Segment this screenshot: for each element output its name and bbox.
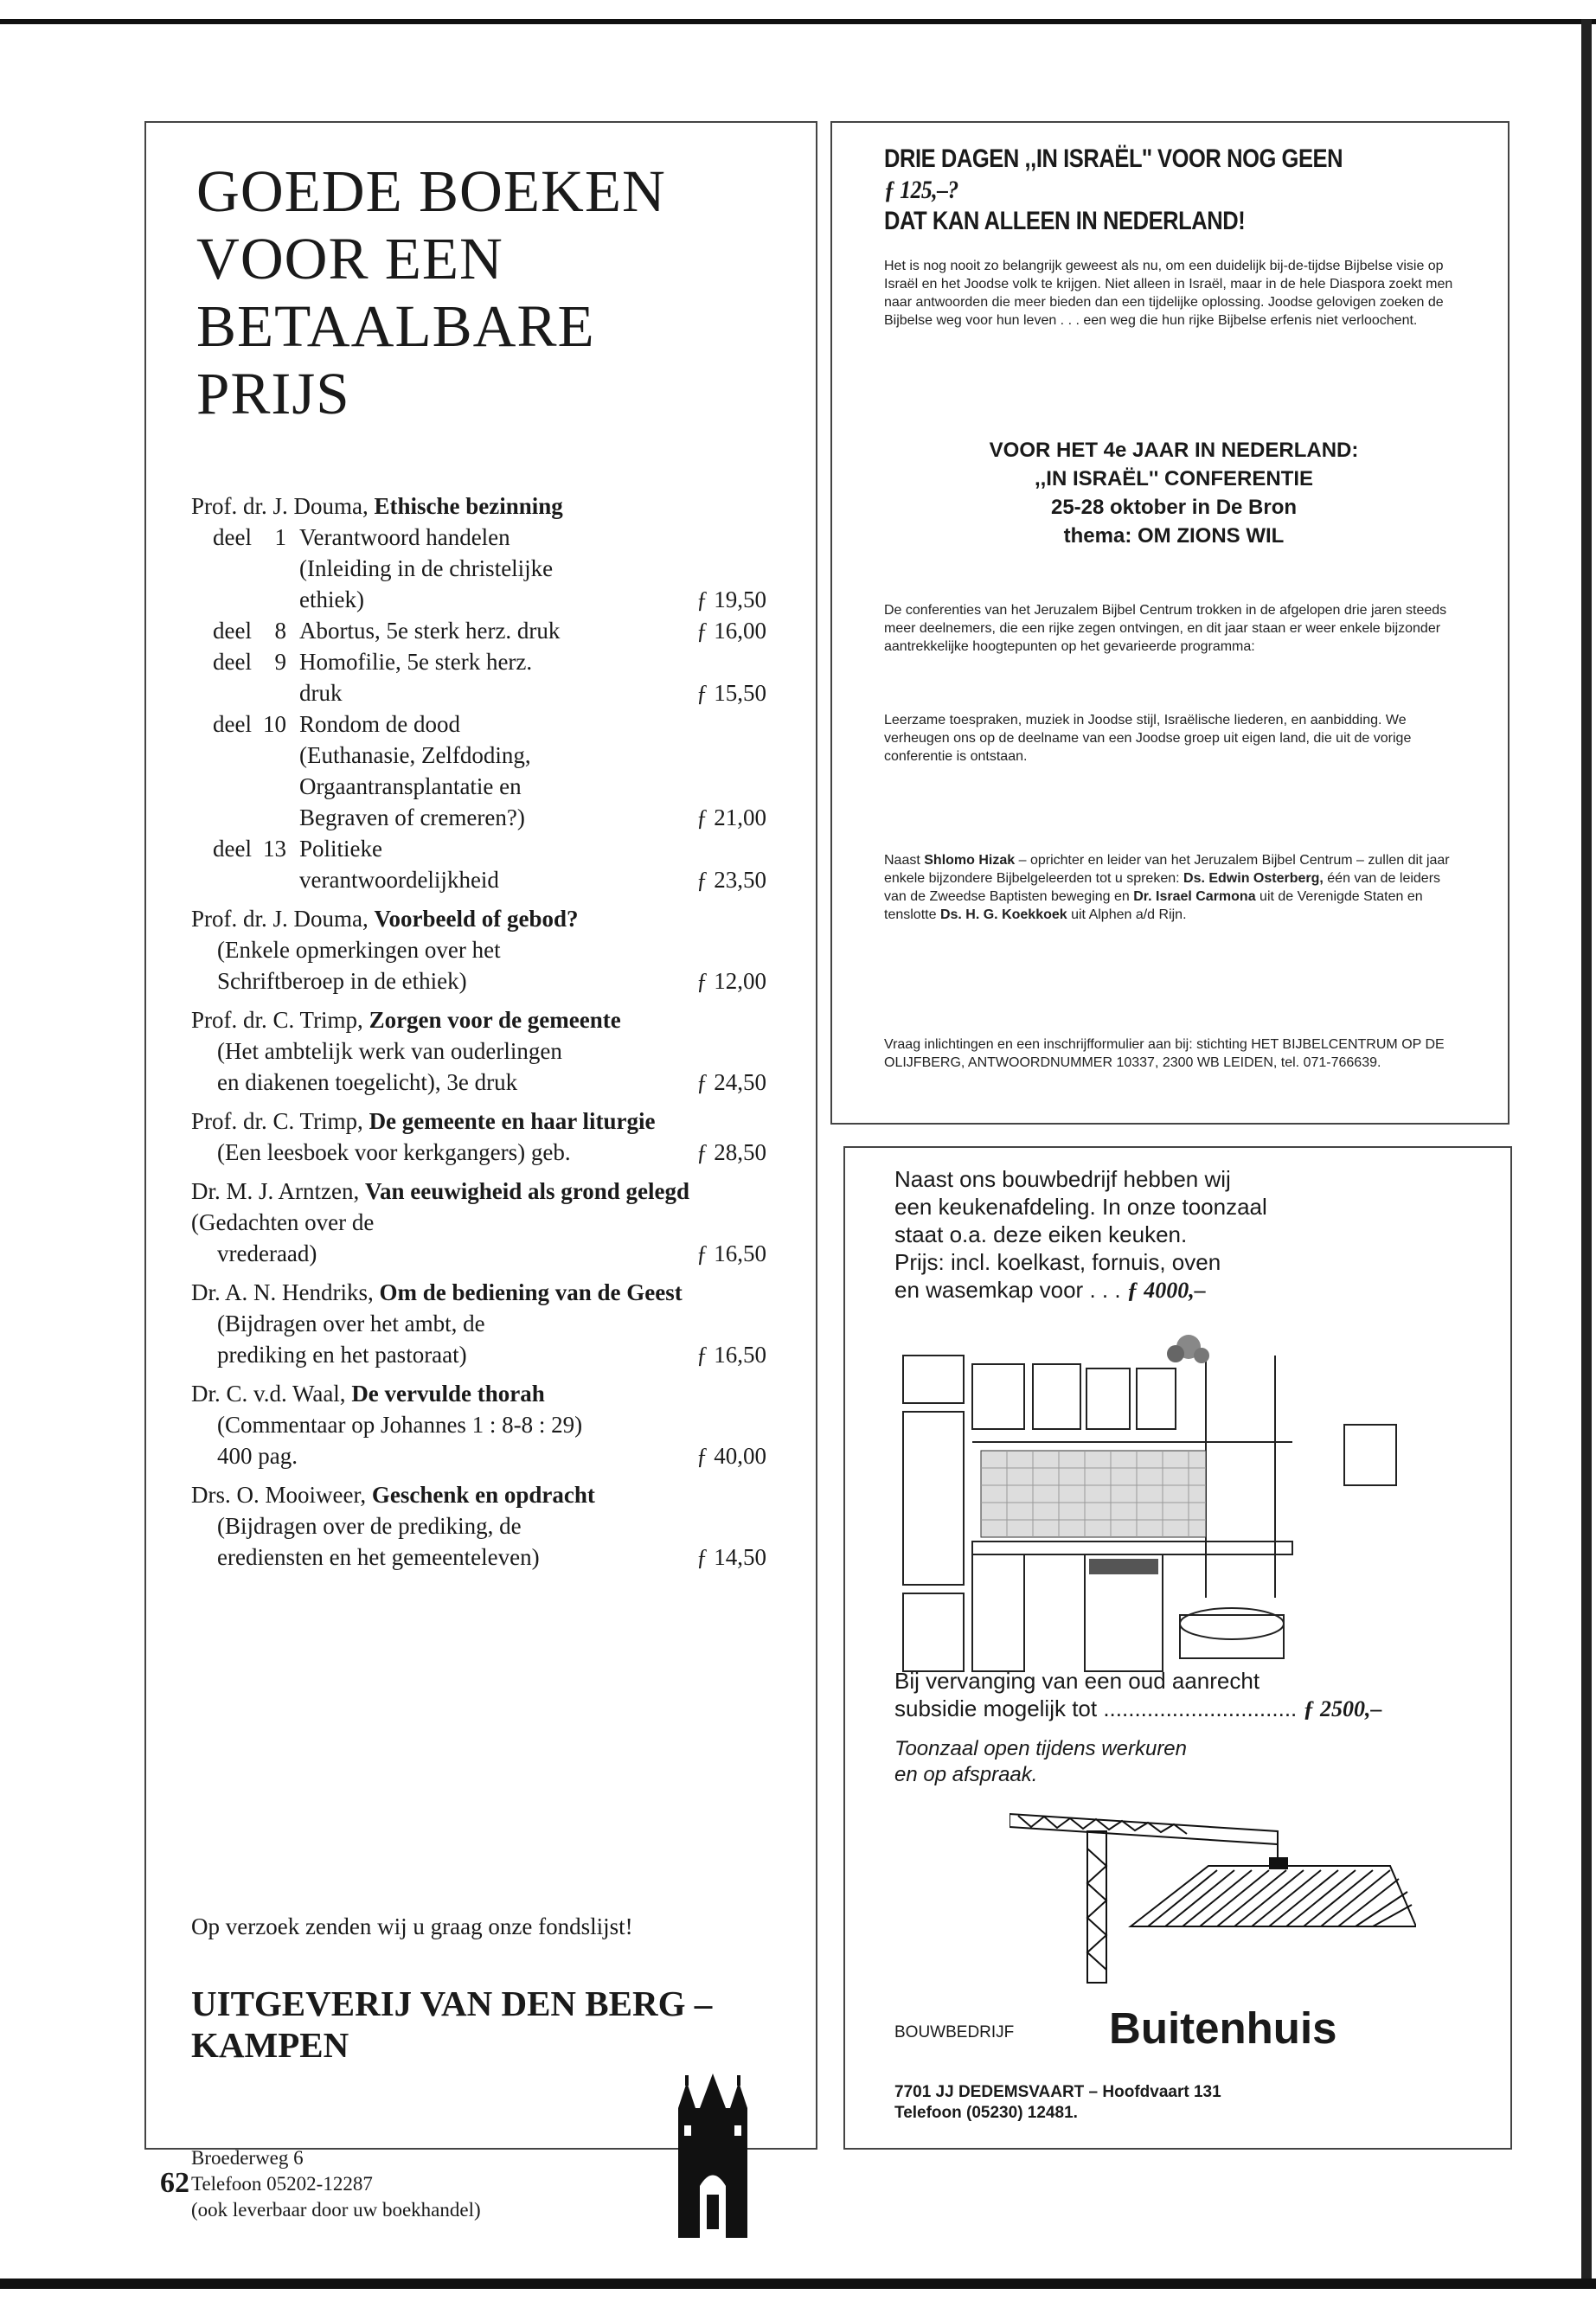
book-heading (191, 1004, 766, 1035)
speaker-name: Dr. Israel Carmona (1133, 889, 1256, 904)
book-row (191, 522, 766, 615)
description-line: Rondom de dood (299, 711, 460, 737)
text: Naast (884, 853, 925, 868)
headline-price: ƒ 125,–? (884, 176, 958, 204)
text: uit de Verenigde Staten en tenslotte (884, 889, 1423, 922)
price-line (894, 1276, 1465, 1304)
book-price: ƒ 28,50 (696, 1139, 766, 1165)
address-line: Broederweg 6 (191, 2147, 304, 2169)
description-line: Homofilie, 5e sterk herz. (299, 649, 533, 675)
publisher-address (191, 2145, 641, 2223)
description-line: Schriftberoep in de ethiek) (217, 968, 467, 994)
volume-number: 1 (274, 524, 286, 550)
book-row (191, 833, 766, 895)
book-heading (191, 1378, 766, 1409)
book-row (191, 708, 766, 833)
top-rule (0, 19, 1596, 24)
showroom-hours (894, 1736, 1327, 1788)
book-entry (191, 1106, 766, 1168)
book-author: Prof. dr. C. Trimp, (191, 1007, 369, 1033)
book-description (299, 833, 689, 895)
speaker-name: Ds. Edwin Osterberg, (1183, 871, 1324, 886)
book-description (191, 1035, 689, 1098)
book-row (191, 646, 766, 708)
subsidy-line (894, 1695, 1474, 1723)
book-author: Dr. M. J. Arntzen, (191, 1178, 365, 1204)
volume-number: 13 (262, 836, 286, 862)
text: uit Alphen a/d Rijn. (1067, 907, 1187, 922)
book-price: ƒ 24,50 (696, 1069, 766, 1095)
book-description (299, 646, 689, 708)
book-author: Prof. dr. J. Douma, (191, 906, 375, 932)
volume-label (191, 615, 299, 646)
book-entry (191, 1277, 766, 1370)
book-author: Dr. A. N. Hendriks, (191, 1279, 380, 1305)
volume-word: deel (213, 711, 252, 737)
kitchen-illustration (894, 1330, 1472, 1684)
volume-label (191, 646, 299, 708)
volume-word: deel (213, 649, 252, 675)
book-price: ƒ 23,50 (696, 867, 766, 893)
book-price: ƒ 15,50 (696, 680, 766, 706)
book-entry (191, 1479, 766, 1573)
headline-line: PRIJS (196, 361, 350, 426)
conference-intro: Het is nog nooit zo belangrijk geweest als nu, om een duidelijk bij-de-tijdse Bijbelse visie op Israël en het Joodse volk te krijgen. Niet alleen in Israël, maar in de hele Diaspora zoekt men naar antwoorden die meer bieden dan een tijdelijke oplossing. Joodse gelovigen zoeken de Bijbelse weg voor hun leven . . . een weg die hun rijke Bijbelse erfenis niet verloochent. (884, 259, 1453, 328)
description-line: (Een leesboek voor kerkgangers) geb. (217, 1139, 571, 1165)
description-line: verantwoordelijkheid (299, 867, 499, 893)
book-row (191, 1409, 766, 1471)
book-description (191, 1308, 689, 1370)
announcement-line: thema: OM ZIONS WIL (1063, 524, 1285, 548)
conference-headline (884, 144, 1355, 237)
address-line: (ook leverbaar door uw boekhandel) (191, 2199, 481, 2221)
book-price: ƒ 19,50 (696, 586, 766, 612)
description-line: (Euthanasie, Zelfdoding, (299, 742, 531, 768)
volume-label (191, 833, 299, 895)
kitchen-intro (894, 1165, 1465, 1304)
book-title: De vervulde thorah (351, 1381, 545, 1407)
speaker-name: Ds. H. G. Koekkoek (939, 907, 1067, 922)
book-title: Van eeuwigheid als grond gelegd (364, 1178, 690, 1204)
description-line: Orgaantransplantatie en (299, 773, 522, 799)
book-row (191, 1510, 766, 1573)
kitchen-ad (843, 1146, 1512, 2150)
kitchen-price: ƒ 4000,– (1126, 1278, 1206, 1303)
conference-paragraph-2: Leerzame toespraken, muziek in Joodse stijl, Israëlische liederen, en aanbidding. We verheugen ons op de deelname van een Joodse groep uit eigen land, die uit de vorige conferentie is ontstaan. (884, 713, 1412, 764)
book-description (191, 1409, 689, 1471)
speaker-name: Shlomo Hizak (924, 853, 1016, 868)
volume-number: 8 (274, 618, 286, 644)
bottom-rule (0, 2279, 1596, 2289)
announcement-line: 25-28 oktober in De Bron (1050, 496, 1298, 519)
book-price: ƒ 16,50 (696, 1342, 766, 1368)
volume-word: deel (213, 524, 252, 550)
book-row (191, 934, 766, 997)
book-heading (191, 1479, 766, 1510)
ad-headline (196, 157, 785, 427)
subsidy-price: ƒ 2500,– (1303, 1696, 1382, 1721)
catalog-note: Op verzoek zenden wij u graag onze fondslijst! (191, 1913, 633, 1939)
right-edge (1581, 19, 1592, 2285)
address-line: Telefoon (05230) 12481. (894, 2104, 1078, 2122)
book-author: Prof. dr. C. Trimp, (191, 1108, 369, 1134)
book-description (191, 1238, 689, 1269)
book-list (191, 490, 766, 1580)
hours-line: Toonzaal open tijdens werkuren (894, 1737, 1188, 1760)
book-title: Om de bediening van de Geest (379, 1279, 683, 1305)
headline-line: GOEDE BOEKEN (196, 158, 666, 224)
hours-line: en op afspraak. (894, 1763, 1038, 1786)
book-row (191, 1238, 766, 1269)
description-line: (Bijdragen over het ambt, de (217, 1311, 485, 1336)
headline-line: BETAALBARE (196, 293, 595, 359)
headline-line-2: DAT KAN ALLEEN IN NEDERLAND! (884, 207, 1246, 235)
book-author: Prof. dr. J. Douma, (191, 493, 375, 519)
book-description (191, 1137, 689, 1168)
description-line: en diakenen toegelicht), 3e druk (217, 1069, 518, 1095)
book-title: Ethische bezinning (374, 493, 563, 519)
book-row (191, 615, 766, 646)
volume-number: 9 (274, 649, 286, 675)
description-line: vrederaad) (217, 1240, 317, 1266)
publisher-name: UITGEVERIJ VAN DEN BERG – KAMPEN (191, 1984, 713, 2065)
book-heading (191, 1277, 766, 1308)
book-entry (191, 490, 766, 895)
subsidy-text (894, 1667, 1474, 1723)
subsidy-label: subsidie mogelijk tot ............................... (894, 1695, 1298, 1721)
volume-word: deel (213, 836, 252, 862)
volume-label (191, 522, 299, 615)
book-entry (191, 1004, 766, 1098)
text: – oprichter en leider van het Jeruzalem Bijbel Centrum – zullen dit jaar enkele bijzondere Bijbelgeleerden tot u spreken: (884, 853, 1450, 886)
book-title: De gemeente en haar liturgie (369, 1108, 656, 1134)
brand-name: Buitenhuis (1109, 2003, 1337, 2053)
brand-address (894, 2082, 1221, 2124)
conference-contact: Vraag inlichtingen en een inschrijfformulier aan bij: stichting HET BIJBELCENTRUM OP DE OLIJFBERG, ANTWOORDNUMMER 10337, 2300 WB LEIDEN, tel. 071-766639. (884, 1037, 1445, 1070)
conference-ad (830, 121, 1509, 1125)
book-title: Voorbeeld of gebod? (374, 906, 579, 932)
address-line: 7701 JJ DEDEMSVAART – Hoofdvaart 131 (894, 2083, 1221, 2101)
subsidy-line: Bij vervanging van een oud aanrecht (894, 1668, 1260, 1694)
address-line: Telefoon 05202-12287 (191, 2173, 373, 2195)
description-line: prediking en het pastoraat) (217, 1342, 467, 1368)
announcement-line: ,,IN ISRAËL'' CONFERENTIE (1034, 467, 1314, 490)
book-price: ƒ 16,50 (696, 1240, 766, 1266)
conference-speakers (884, 851, 1464, 924)
book-heading (191, 1106, 766, 1137)
book-description (191, 934, 689, 997)
castle-gate-logo (674, 2073, 752, 2238)
book-author: Dr. C. v.d. Waal, (191, 1381, 352, 1407)
volume-number: 10 (262, 711, 286, 737)
intro-line: een keukenafdeling. In onze toonzaal (894, 1194, 1267, 1220)
book-author: Drs. O. Mooiweer, (191, 1482, 372, 1508)
page-number: 62 (160, 2167, 189, 2199)
description-line: (Commentaar op Johannes 1 : 8-8 : 29) (217, 1412, 583, 1438)
description-line: (Het ambtelijk werk van ouderlingen (217, 1038, 562, 1064)
book-row (191, 1137, 766, 1168)
book-price: ƒ 21,00 (696, 804, 766, 830)
book-description (299, 615, 689, 646)
description-line: ethiek) (299, 586, 364, 612)
description-line: 400 pag. (217, 1443, 298, 1469)
book-description (299, 708, 689, 833)
book-row (191, 1035, 766, 1098)
description-line: (Inleiding in de christelijke (299, 555, 554, 581)
description-line: Politieke (299, 836, 382, 862)
description-line: (Enkele opmerkingen over het (217, 937, 501, 963)
description-line: Begraven of cremeren?) (299, 804, 525, 830)
text: één van de leiders van de Zweedse Baptisten beweging en (884, 871, 1441, 904)
intro-line: Prijs: incl. koelkast, fornuis, oven (894, 1249, 1221, 1275)
volume-label (191, 708, 299, 833)
book-heading (191, 903, 766, 934)
conference-paragraph-1: De conferenties van het Jeruzalem Bijbel Centrum trokken in de afgelopen drie jaren steeds meer deelnemers, die een rijke zegen ontvingen, en dit jaar staan er weer enkele bijzonder aantrekkelijke hoogtepunten op het gevarieerde programma: (884, 603, 1447, 654)
intro-line: staat o.a. deze eiken keuken. (894, 1221, 1188, 1247)
book-row (191, 1308, 766, 1370)
description-line: druk (299, 680, 343, 706)
book-entry (191, 1378, 766, 1471)
book-entry (191, 903, 766, 997)
description-line: Abortus, 5e sterk herz. druk (299, 618, 561, 644)
crane-house-illustration (1010, 1805, 1416, 1987)
volume-word: deel (213, 618, 252, 644)
headline-line-1: DRIE DAGEN ,,IN ISRAËL'' VOOR NOG GEEN (884, 144, 1343, 173)
announcement-line: VOOR HET 4e JAAR IN NEDERLAND: (989, 439, 1359, 462)
book-title: Geschenk en opdracht (371, 1482, 595, 1508)
description-line: erediensten en het gemeenteleven) (217, 1544, 540, 1570)
price-label: en wasemkap voor . . . (894, 1277, 1121, 1303)
conference-announcement (884, 436, 1464, 550)
description-line: Verantwoord handelen (299, 524, 510, 550)
brand-tagline: BOUWBEDRIJF (894, 2023, 1015, 2041)
book-entry (191, 1176, 766, 1269)
book-description (191, 1510, 689, 1573)
headline-line: VOOR EEN (196, 226, 503, 292)
book-heading (191, 1176, 766, 1238)
description-line: (Bijdragen over de prediking, de (217, 1513, 522, 1539)
book-price: ƒ 40,00 (696, 1443, 766, 1469)
book-price: ƒ 16,00 (696, 618, 766, 644)
book-subtitle: (Gedachten over de (191, 1209, 375, 1235)
book-title: Zorgen voor de gemeente (369, 1007, 621, 1033)
book-price: ƒ 14,50 (696, 1544, 766, 1570)
book-description (299, 522, 689, 615)
book-heading (191, 490, 766, 522)
intro-line: Naast ons bouwbedrijf hebben wij (894, 1166, 1231, 1192)
book-price: ƒ 12,00 (696, 968, 766, 994)
